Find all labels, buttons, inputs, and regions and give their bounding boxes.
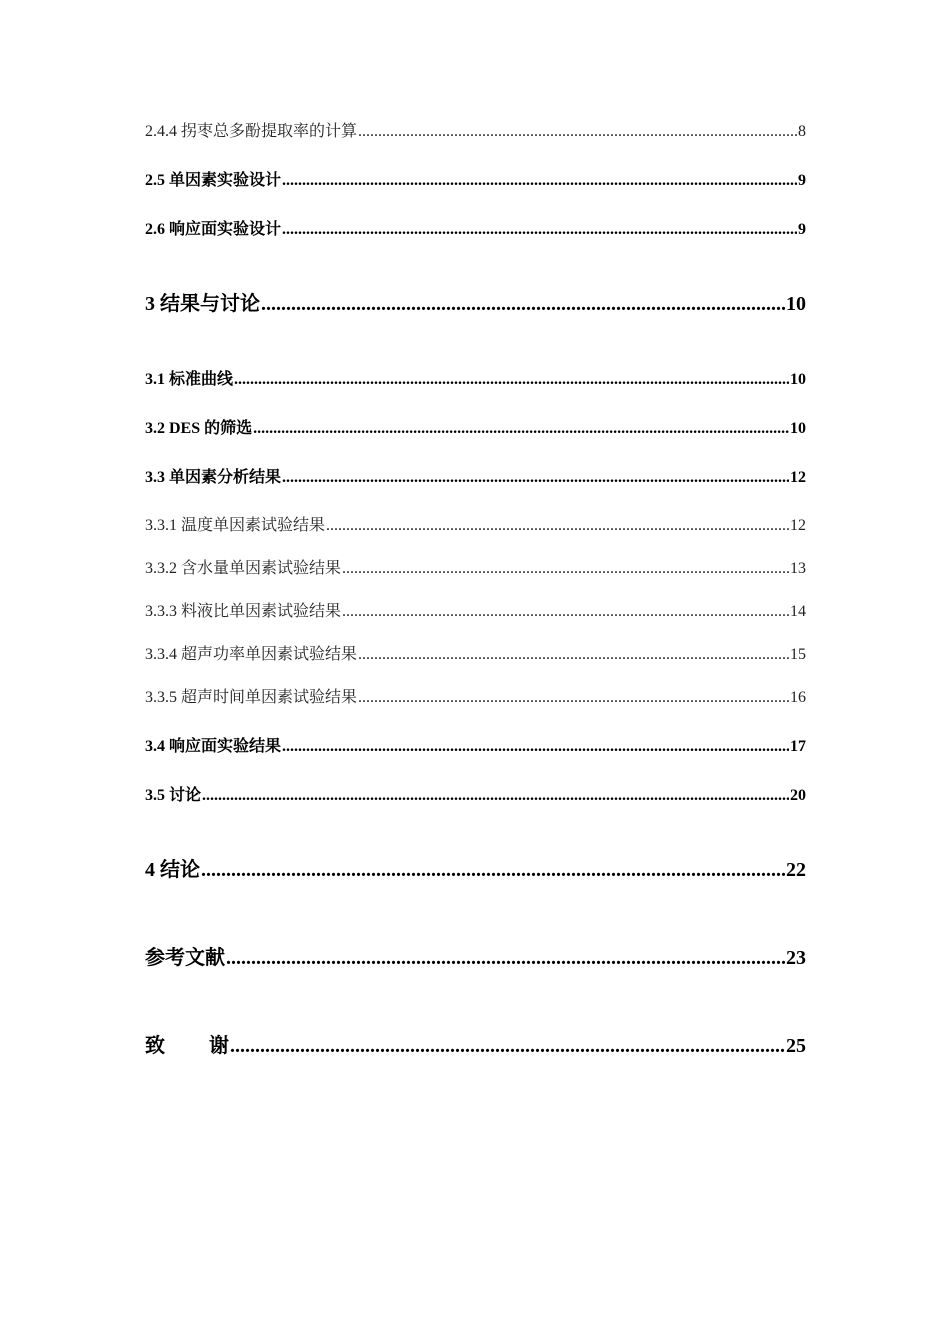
toc-entry-title-part1: 致 [145,1035,165,1057]
toc-entry-title: 4 结论 [145,859,200,881]
toc-entry-3-3-4[interactable] [145,641,806,664]
toc-leader-dots [358,688,789,707]
toc-entry-3-3-1[interactable] [145,512,806,535]
toc-leader-dots [201,858,785,882]
toc-entry-page: 14 [790,603,806,620]
toc-entry-title: 3.3.4 超声功率单因素试验结果 [145,646,358,663]
toc-entry-page: 23 [786,947,806,969]
toc-entry-2-5[interactable] [145,167,806,190]
toc-leader-dots [230,1034,785,1058]
toc-entry-page: 12 [790,469,806,486]
toc-entry-4[interactable] [145,853,806,882]
toc-leader-dots [342,602,789,621]
toc-entry-page: 8 [798,123,806,140]
toc-entry-2-6[interactable] [145,216,806,239]
toc-entry-page: 10 [790,371,806,388]
toc-entry-title: 3.3.1 温度单因素试验结果 [145,517,326,534]
toc-leader-dots [342,559,789,578]
toc-entry-3-5[interactable] [145,782,806,805]
toc-entry-title-part2: 谢 [209,1035,229,1057]
toc-leader-dots [253,419,789,438]
toc-entry-references[interactable] [145,941,806,970]
toc-entry-page: 17 [790,738,806,755]
toc-leader-dots [282,468,789,487]
toc-leader-dots [261,292,785,316]
toc-entry-page: 16 [790,689,806,706]
toc-entry-page: 10 [786,293,806,315]
toc-entry-page: 9 [798,221,806,238]
toc-leader-dots [282,737,789,756]
toc-entry-title: 3.1 标准曲线 [145,371,234,388]
toc-entry-title: 2.5 单因素实验设计 [145,172,282,189]
toc-entry-title: 参考文献 [145,947,225,969]
toc-entry-page: 9 [798,172,806,189]
toc-leader-dots [234,370,789,389]
toc-entry-title: 3.3 单因素分析结果 [145,469,282,486]
toc-entry-title [145,1029,229,1058]
toc-entry-title: 2.4.4 拐枣总多酚提取率的计算 [145,123,358,140]
toc-entry-3-3-2[interactable] [145,555,806,578]
toc-entry-title: 3.3.3 料液比单因素试验结果 [145,603,342,620]
toc-entry-3[interactable] [145,287,806,316]
toc-entry-page: 25 [786,1035,806,1057]
toc-entry-page: 20 [790,787,806,804]
toc-entry-title: 3.4 响应面实验结果 [145,738,282,755]
toc-entry-title: 3.3.2 含水量单因素试验结果 [145,560,342,577]
toc-leader-dots [326,516,789,535]
toc-entry-3-3-5[interactable] [145,684,806,707]
toc-entry-3-4[interactable] [145,733,806,756]
toc-entry-title: 3.2 DES 的筛选 [145,420,253,437]
toc-entry-page: 12 [790,517,806,534]
toc-entry-page: 22 [786,859,806,881]
toc-entry-3-1[interactable] [145,366,806,389]
toc-entry-title: 2.6 响应面实验设计 [145,221,282,238]
toc-entry-page: 13 [790,560,806,577]
toc-entry-acknowledgements[interactable] [145,1029,806,1058]
toc-leader-dots [358,645,789,664]
toc-entry-2-4-4[interactable] [145,118,806,141]
toc-entry-title: 3 结果与讨论 [145,293,260,315]
toc-entry-page: 15 [790,646,806,663]
toc-leader-dots [358,122,797,141]
toc-entry-3-2[interactable] [145,415,806,438]
toc-leader-dots [202,786,789,805]
toc-leader-dots [282,171,797,190]
toc-entry-3-3[interactable] [145,464,806,487]
toc-entry-title: 3.3.5 超声时间单因素试验结果 [145,689,358,706]
toc-leader-dots [226,946,785,970]
toc-entry-title: 3.5 讨论 [145,787,202,804]
toc-leader-dots [282,220,797,239]
toc-entry-page: 10 [790,420,806,437]
toc-entry-3-3-3[interactable] [145,598,806,621]
